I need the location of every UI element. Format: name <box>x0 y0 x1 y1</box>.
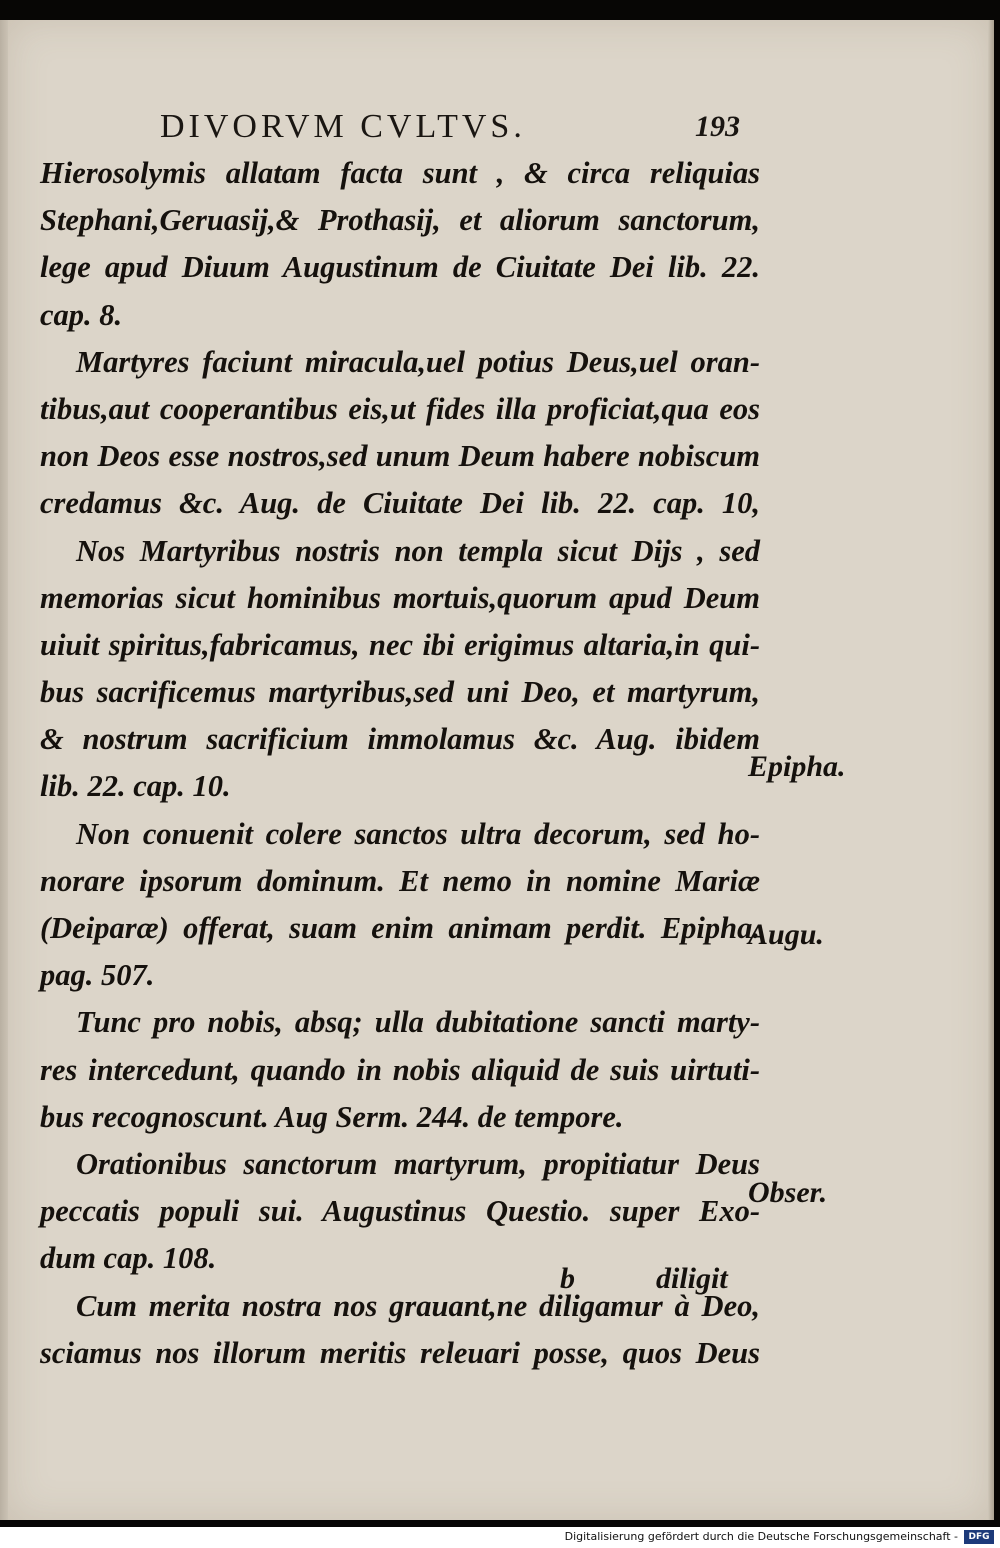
text-line: dum cap. 108. <box>40 1241 217 1276</box>
paper-right-edge <box>988 20 994 1520</box>
text-line: & nostrum sacrificium immolamus &c. Aug. ibidem <box>40 722 760 757</box>
text-line: bus sacrificemus martyribus,sed uni Deo, et martyrum, <box>40 675 760 710</box>
dfg-logo-icon: DFG <box>964 1530 994 1544</box>
text-line: res intercedunt, quando in nobis aliquid de suis uirtuti- <box>40 1052 760 1087</box>
text-line: lege apud Diuum Augustinum de Ciuitate Dei lib. 22. <box>40 250 760 285</box>
text-line: Non conuenit colere sanctos ultra decorum, sed ho- <box>76 816 760 851</box>
margin-note-augu: Augu. <box>748 918 824 951</box>
text-line: sciamus nos illorum meritis releuari posse, quos Deus <box>40 1335 760 1370</box>
text-line: Orationibus sanctorum martyrum, propitiatur Deus <box>76 1146 760 1181</box>
text-line: Martyres faciunt miracula,uel potius Deus,uel oran- <box>76 344 760 379</box>
footer-bar <box>0 1527 1000 1548</box>
text-line: Nos Martyribus nostris non templa sicut Dijs , sed <box>76 533 760 568</box>
text-line: Tunc pro nobis, absq; ulla dubitatione sancti marty- <box>76 1005 760 1040</box>
running-title: DIVORVM CVLTVS. <box>160 108 526 145</box>
text-line: non Deos esse nostros,sed unum Deum habere nobiscum <box>40 439 760 474</box>
margin-note-obser: Obser. <box>748 1176 828 1209</box>
catchword: diligit <box>656 1262 728 1295</box>
text-line: tibus,aut cooperantibus eis,ut fides illa proficiat,qua eos <box>40 391 760 426</box>
text-line: credamus &c. Aug. de Ciuitate Dei lib. 22. cap. 10, <box>40 486 760 521</box>
page-header <box>150 108 750 148</box>
text-line: (Deiparæ) offerat, suam enim animam perdit. Epipha. <box>40 911 760 945</box>
margin-note-epipha: Epipha. <box>748 750 846 783</box>
text-line: bus recognoscunt. Aug Serm. 244. de tempore. <box>40 1099 624 1134</box>
text-line: norare ipsorum dominum. Et nemo in nomine Mariæ <box>40 863 760 898</box>
text-line: pag. 507. <box>40 958 155 993</box>
signature-mark: b <box>560 1262 575 1295</box>
text-line: Hierosolymis allatam facta sunt , & circa reliquias <box>40 156 760 190</box>
text-line: cap. 8. <box>40 297 123 332</box>
text-line: uiuit spiritus,fabricamus, nec ibi erigimus altaria,in qui- <box>40 627 760 662</box>
text-line: peccatis populi sui. Augustinus Questio. super Exo- <box>40 1194 760 1229</box>
text-line: Stephani,Geruasij,& Prothasij, et aliorum sanctorum, <box>40 203 760 238</box>
body-text <box>40 150 760 1377</box>
page-number: 193 <box>695 110 740 143</box>
text-line: memorias sicut hominibus mortuis,quorum apud Deum <box>40 580 760 615</box>
text-line: lib. 22. cap. 10. <box>40 769 231 804</box>
text-line: Cum merita nostra nos grauant,ne diligamur à Deo, <box>76 1288 760 1323</box>
footer-credit: Digitalisierung gefördert durch die Deutsche Forschungsgemeinschaft - <box>564 1530 958 1543</box>
